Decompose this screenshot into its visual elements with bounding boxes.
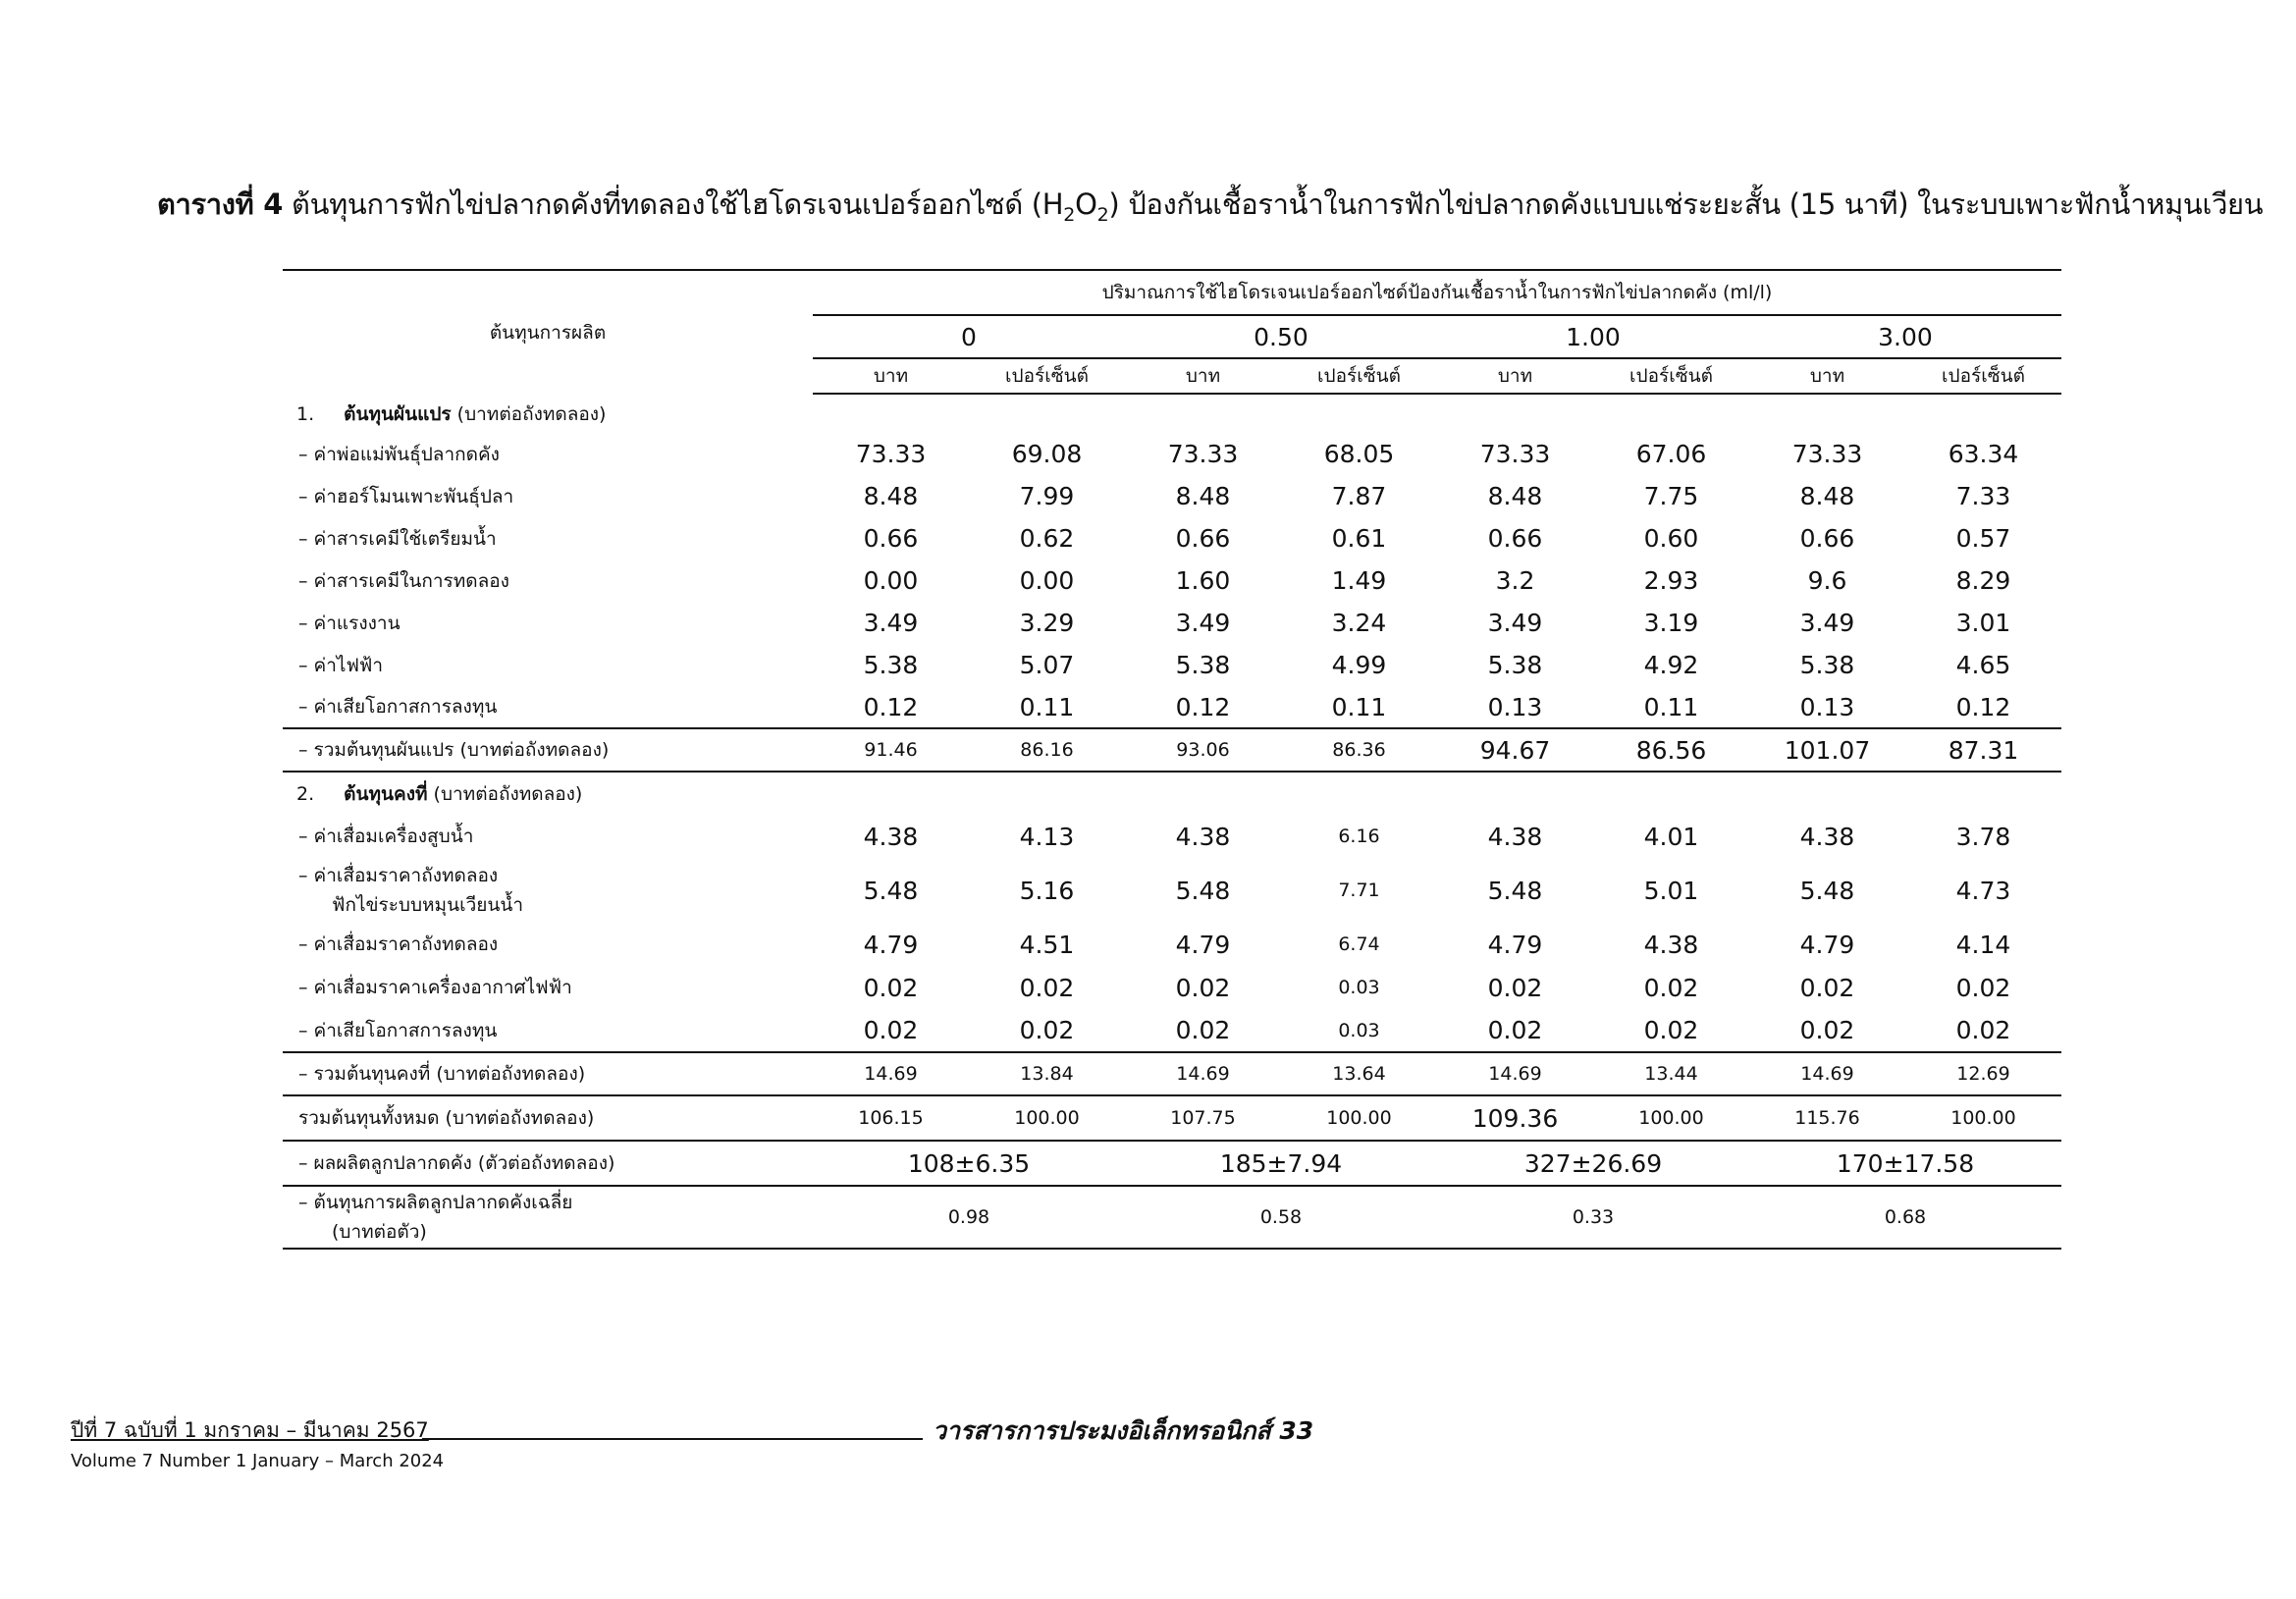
value-cell: 4.13 [1019,822,1075,851]
value-cell: 73.33 [855,440,927,468]
value-cell: 0.02 [1175,1016,1231,1044]
value-cell: 0.66 [863,524,919,553]
yield-row [283,1141,2061,1186]
value-cell: 0.61 [1331,524,1387,553]
value-cell: 0.66 [1487,524,1543,553]
unit-header: บาท [813,358,969,394]
row-label-text: ฟักไข่ระบบหมุนเวียนน้ำ [332,894,524,916]
value-cell: 12.69 [1905,1052,2061,1095]
value-cell: 14.69 [813,1052,969,1095]
caption-text: ) ป้องกันเชื้อราน้ำในการฟักไข่ปลากดคังแบบแช่ระยะสั้น (15 นาที) ในระบบเพาะฟักน้ำหมุนเวียน [1108,187,2264,221]
caption-subscript: 2 [1063,203,1076,226]
section-unit: (บาทต่อถังทดลอง) [451,402,607,425]
value-cell: 3.24 [1331,609,1387,637]
value-cell: 0.11 [1019,692,1075,721]
value-cell: 0.02 [1643,1016,1699,1044]
section-unit: (บาทต่อถังทดลอง) [427,782,583,805]
variable-cost-row [283,602,2061,644]
value-cell: 7.33 [1955,482,2011,510]
value-cell: 108±6.35 [813,1141,1125,1186]
value-cell: 4.79 [1175,930,1231,959]
unit-header: บาท [1749,358,1905,394]
value-cell: 4.79 [1487,930,1543,959]
variable-cost-row [283,560,2061,602]
footer-issue-english: Volume 7 Number 1 January – March 2024 [71,1451,445,1471]
value-cell: 100.00 [969,1095,1125,1141]
value-cell: 5.16 [1019,876,1075,905]
value-cell: 109.36 [1437,1095,1593,1141]
value-cell: 0.03 [1338,1019,1380,1041]
value-cell: 6.16 [1338,826,1380,847]
value-cell: 4.79 [1799,930,1855,959]
row-label-text: (บาทต่อตัว) [332,1221,427,1243]
value-cell: 0.02 [1955,1016,2011,1044]
value-cell: 6.74 [1338,933,1380,955]
value-cell: 0.02 [1799,973,1855,1002]
unit-header: บาท [1125,358,1281,394]
value-cell: 91.46 [813,728,969,772]
value-cell: 0.02 [1019,973,1075,1002]
row-label [283,815,813,858]
value-cell: 0.62 [1019,524,1075,553]
fixed-cost-row [283,858,2061,923]
row-label [283,1186,813,1249]
value-cell: 115.76 [1749,1095,1905,1141]
caption-text: O [1075,187,1097,221]
value-cell: 0.02 [1643,973,1699,1002]
value-cell: 3.01 [1955,609,2011,637]
value-cell: 68.05 [1323,440,1395,468]
fixed-total-row [283,1052,2061,1095]
value-cell: 0.02 [863,1016,919,1044]
row-label-text: – ค่าเสียโอกาสการลงทุน [298,1019,498,1041]
row-label [283,1009,813,1052]
value-cell: 4.79 [863,930,919,959]
value-cell: 8.48 [1487,482,1543,510]
value-cell: 4.38 [863,822,919,851]
row-label-text: – รวมต้นทุนคงที่ (บาทต่อถังทดลอง) [298,1063,586,1085]
row-label-text: – ค่าเสื่อมราคาถังทดลอง [298,865,499,886]
value-cell: 3.29 [1019,609,1075,637]
value-cell: 93.06 [1125,728,1281,772]
grand-total-row [283,1095,2061,1141]
value-cell: 4.51 [1019,930,1075,959]
value-cell: 0.00 [1019,566,1075,595]
variable-cost-row [283,517,2061,560]
value-cell: 3.49 [1175,609,1231,637]
value-cell: 0.58 [1125,1186,1437,1249]
value-cell: 5.38 [1487,651,1543,679]
value-cell: 1.60 [1175,566,1231,595]
value-cell: 8.48 [863,482,919,510]
value-cell: 3.49 [863,609,919,637]
caption-text: ต้นทุนการฟักไข่ปลากดคังที่ทดลองใช้ไฮโดรเจนเปอร์ออกไซด์ (H [283,187,1064,221]
value-cell: 0.02 [1955,973,2011,1002]
row-label-text: – ค่าไฟฟ้า [298,654,384,676]
value-cell: 0.68 [1749,1186,2061,1249]
row-label-text: – ค่าสารเคมีใช้เตรียมน้ำ [298,527,497,550]
caption-subscript: 2 [1096,203,1109,226]
value-cell: 0.03 [1338,977,1380,998]
value-cell: 73.33 [1167,440,1239,468]
footer-journal-name: วารสารการประมงอิเล็กทรอนิกส์ 33 [933,1416,1314,1445]
footer-issue-thai: ปีที่ 7 ฉบับที่ 1 มกราคม – มีนาคม 2567 [71,1418,429,1442]
value-cell: 8.48 [1175,482,1231,510]
value-cell: 1.49 [1331,566,1387,595]
fixed-cost-row [283,1009,2061,1052]
group-header: ปริมาณการใช้ไฮโดรเจนเปอร์ออกไซด์ป้องกันเชื้อราน้ำในการฟักไข่ปลากดคัง (ml/l) [813,270,2061,315]
level-header: 0.50 [1125,315,1437,358]
value-cell: 0.33 [1437,1186,1749,1249]
value-cell: 5.07 [1019,651,1075,679]
fixed-cost-row [283,923,2061,966]
level-header: 0 [813,315,1125,358]
value-cell: 73.33 [1479,440,1551,468]
row-label-text: – ผลผลิตลูกปลากดคัง (ตัวต่อถังทดลอง) [298,1152,615,1174]
variable-cost-row [283,644,2061,686]
value-cell: 3.49 [1487,609,1543,637]
row-label [283,475,813,517]
unit-header: เปอร์เซ็นต์ [1593,358,1749,394]
section-number: 2. [296,782,315,805]
caption-label: ตารางที่ 4 [157,187,284,221]
value-cell: 101.07 [1749,728,1905,772]
value-cell: 4.14 [1955,930,2011,959]
value-cell: 4.38 [1643,930,1699,959]
row-label [283,686,813,728]
row-label [283,517,813,560]
row-label [283,966,813,1009]
value-cell: 4.73 [1955,876,2011,905]
row-label-text: – ค่าแรงงาน [298,612,400,634]
unit-cost-row [283,1186,2061,1249]
value-cell: 0.66 [1175,524,1231,553]
value-cell: 0.11 [1331,692,1387,721]
row-label-text: – ค่าสารเคมีในการทดลอง [298,569,509,592]
value-cell: 3.78 [1955,822,2011,851]
value-cell: 5.48 [863,876,919,905]
row-label-text: – ค่าเสียโอกาสการลงทุน [298,696,498,718]
value-cell: 7.87 [1331,482,1387,510]
value-cell: 0.13 [1799,692,1855,721]
value-cell: 5.38 [863,651,919,679]
value-cell: 0.12 [1175,692,1231,721]
row-label [283,1052,813,1095]
unit-header: เปอร์เซ็นต์ [1281,358,1437,394]
value-cell: 4.92 [1643,651,1699,679]
level-header: 1.00 [1437,315,1749,358]
value-cell: 0.12 [1955,692,2011,721]
value-cell: 0.02 [1019,1016,1075,1044]
table-caption [157,182,2264,227]
value-cell: 185±7.94 [1125,1141,1437,1186]
value-cell: 13.44 [1593,1052,1749,1095]
cost-table [283,269,2061,1250]
row-label [283,858,813,923]
value-cell: 73.33 [1791,440,1863,468]
value-cell: 7.71 [1338,879,1380,901]
section-title: ต้นทุนผันแปร [344,402,452,425]
variable-cost-row [283,433,2061,475]
value-cell: 86.36 [1281,728,1437,772]
value-cell: 0.02 [1175,973,1231,1002]
value-cell: 4.38 [1175,822,1231,851]
value-cell: 8.48 [1799,482,1855,510]
value-cell: 7.99 [1019,482,1075,510]
footer-divider [422,1438,923,1440]
value-cell: 0.60 [1643,524,1699,553]
fixed-cost-row [283,966,2061,1009]
value-cell: 100.00 [1905,1095,2061,1141]
row-label [283,1095,813,1141]
row-label-text: – ค่าฮอร์โมนเพาะพันธุ์ปลา [298,485,514,507]
row-label [283,602,813,644]
row-label-text: รวมต้นทุนทั้งหมด (บาทต่อถังทดลอง) [298,1107,595,1129]
section-heading-fixed [283,772,2061,815]
value-cell: 5.38 [1175,651,1231,679]
value-cell: 0.00 [863,566,919,595]
value-cell: 87.31 [1905,728,2061,772]
variable-total-row [283,728,2061,772]
value-cell: 8.29 [1955,566,2011,595]
row-label [283,433,813,475]
fixed-cost-row [283,815,2061,858]
value-cell: 13.84 [969,1052,1125,1095]
row-label-text: – รวมต้นทุนผันแปร (บาทต่อถังทดลอง) [298,739,610,761]
row-label-text: – ค่าเสื่อมราคาเครื่องอากาศไฟฟ้า [298,977,572,998]
value-cell: 14.69 [1749,1052,1905,1095]
value-cell: 63.34 [1948,440,2019,468]
row-label-text: – ต้นทุนการผลิตลูกปลากดคังเฉลี่ย [298,1192,573,1213]
value-cell: 0.02 [1799,1016,1855,1044]
value-cell: 0.13 [1487,692,1543,721]
value-cell: 0.98 [813,1186,1125,1249]
row-label [283,923,813,966]
variable-cost-row [283,475,2061,517]
section-number: 1. [296,402,315,425]
value-cell: 0.02 [1487,1016,1543,1044]
value-cell: 5.48 [1487,876,1543,905]
value-cell: 0.02 [863,973,919,1002]
value-cell: 3.2 [1495,566,1535,595]
value-cell: 4.38 [1487,822,1543,851]
value-cell: 3.19 [1643,609,1699,637]
unit-header: เปอร์เซ็นต์ [1905,358,2061,394]
value-cell: 170±17.58 [1749,1141,2061,1186]
value-cell: 4.01 [1643,822,1699,851]
row-label [283,560,813,602]
value-cell: 69.08 [1011,440,1083,468]
row-label [283,644,813,686]
variable-cost-row [283,686,2061,728]
value-cell: 14.69 [1125,1052,1281,1095]
value-cell: 327±26.69 [1437,1141,1749,1186]
value-cell: 0.11 [1643,692,1699,721]
value-cell: 86.56 [1593,728,1749,772]
value-cell: 5.48 [1799,876,1855,905]
value-cell: 3.49 [1799,609,1855,637]
value-cell: 7.75 [1643,482,1699,510]
value-cell: 100.00 [1593,1095,1749,1141]
value-cell: 4.65 [1955,651,2011,679]
value-cell: 0.66 [1799,524,1855,553]
value-cell: 9.6 [1807,566,1847,595]
section-title: ต้นทุนคงที่ [344,782,428,805]
row-label-text: – ค่าพ่อแม่พันธุ์ปลากดคัง [298,443,500,465]
value-cell: 0.12 [863,692,919,721]
value-cell: 0.57 [1955,524,2011,553]
value-cell: 5.01 [1643,876,1699,905]
value-cell: 14.69 [1437,1052,1593,1095]
value-cell: 0.02 [1487,973,1543,1002]
value-cell: 4.38 [1799,822,1855,851]
value-cell: 86.16 [969,728,1125,772]
stub-header: ต้นทุนการผลิต [283,270,813,394]
value-cell: 2.93 [1643,566,1699,595]
value-cell: 100.00 [1281,1095,1437,1141]
section-heading-variable [283,394,2061,433]
value-cell: 13.64 [1281,1052,1437,1095]
value-cell: 94.67 [1437,728,1593,772]
unit-header: เปอร์เซ็นต์ [969,358,1125,394]
unit-header: บาท [1437,358,1593,394]
value-cell: 67.06 [1635,440,1707,468]
row-label-text: – ค่าเสื่อมเครื่องสูบน้ำ [298,826,474,847]
value-cell: 107.75 [1125,1095,1281,1141]
level-header: 3.00 [1749,315,2061,358]
value-cell: 4.99 [1331,651,1387,679]
row-label [283,1141,813,1186]
value-cell: 5.48 [1175,876,1231,905]
value-cell: 106.15 [813,1095,969,1141]
row-label [283,728,813,772]
value-cell: 5.38 [1799,651,1855,679]
row-label-text: – ค่าเสื่อมราคาถังทดลอง [298,933,499,955]
